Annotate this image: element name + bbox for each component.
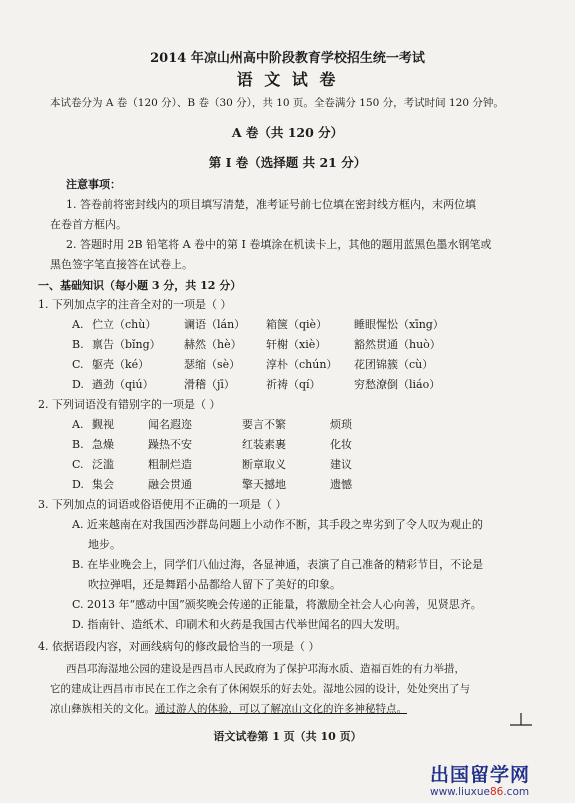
- part1-title: 第 I 卷（选择题 共 21 分）: [208, 155, 367, 170]
- option-label: B.: [72, 338, 84, 351]
- question-4-stem: 4. 依据语段内容，对画线病句的修改最恰当的一项是（ ）: [38, 640, 320, 653]
- subject-title: 语 文 试 卷: [236, 70, 339, 89]
- option-item: 豁然贯通（huò）: [354, 338, 441, 351]
- option-item: 箱箧（qiè）: [266, 318, 328, 331]
- option-item: 遒劲（qiú）: [92, 378, 154, 391]
- exam-title: 2014 年凉山州高中阶段教育学校招生统一考试: [150, 51, 425, 66]
- option-item: 躁热不安: [148, 438, 192, 451]
- option-item: 断章取义: [242, 458, 286, 471]
- section-a-title: A 卷（共 120 分）: [231, 125, 344, 140]
- option-item: 觐视: [92, 418, 114, 431]
- q3-option-a-line-2: 地步。: [88, 538, 121, 551]
- option-label: A.: [72, 318, 84, 331]
- option-item: 轩榭（xiè）: [266, 338, 327, 351]
- option-item: 瑟缩（sè）: [184, 358, 241, 371]
- question-2-stem: 2. 下列词语没有错别字的一项是（ ）: [38, 398, 221, 411]
- option-item: 烦琐: [330, 418, 352, 431]
- option-item: 集会: [92, 478, 114, 491]
- note-1-line-1: 1. 答卷前将密封线内的项目填写清楚，准考证号前七位填在密封线方框内，末两位填: [66, 198, 476, 211]
- q3-option-b-line-1: B. 在毕业晚会上，同学们八仙过海，各显神通，表演了自己准备的精彩节目，不论是: [72, 558, 484, 571]
- note-2-line-2: 黑色签字笔直接答在试卷上。: [50, 258, 193, 271]
- notes-title: 注意事项：: [66, 178, 121, 191]
- option-item: 伫立（chù）: [92, 318, 157, 331]
- watermark-url: [430, 786, 570, 798]
- watermark-url-highlight: 86: [489, 786, 504, 798]
- option-item: 睡眼惺忪（xīng）: [354, 318, 444, 331]
- option-item: 建议: [330, 458, 352, 471]
- site-watermark: [430, 764, 570, 798]
- option-label: D.: [72, 378, 84, 391]
- option-item: 要言不繁: [242, 418, 286, 431]
- q4-passage-line-2: 它的建成让西昌市市民在工作之余有了休闲娱乐的好去处。湿地公园的设计，处处突出了与: [50, 683, 470, 695]
- section-1-title: 一、基础知识（每小题 3 分，共 12 分）: [38, 279, 242, 292]
- q3-option-b-line-2: 吹拉弹唱，还是舞蹈小品都给人留下了美好的印象。: [88, 578, 341, 591]
- q4-passage-plain: 凉山彝族相关的文化。: [50, 703, 155, 715]
- option-item: 禀告（bǐng）: [92, 338, 161, 351]
- note-1-line-2: 在卷首方框内。: [50, 218, 127, 231]
- watermark-brand: 出国留学网: [430, 764, 531, 786]
- option-item: 闻名遐迩: [148, 418, 192, 431]
- option-item: 化妆: [330, 438, 352, 451]
- note-2-line-1: 2. 答题时用 2B 铅笔将 A 卷中的第 I 卷填涂在机读卡上，其他的题用蓝黑色墨水钢笔或: [66, 238, 492, 251]
- option-label: C.: [72, 458, 84, 471]
- q4-underlined-sentence: 通过游人的体验，可以了解凉山文化的许多神秘特点。: [155, 703, 407, 715]
- exam-intro: 本试卷分为 A 卷（120 分）、B 卷（30 分），共 10 页。全卷满分 150 分，考试时间 120 分钟。: [50, 97, 504, 109]
- option-item: 滑稽（jī）: [184, 378, 235, 391]
- option-item: 急燥: [92, 438, 114, 451]
- option-item: 擎天撼地: [242, 478, 286, 491]
- q3-option-d: D. 指南针、造纸术、印刷术和火药是我国古代举世闻名的四大发明。: [72, 618, 407, 631]
- option-label: B.: [72, 438, 84, 451]
- option-item: 穷愁潦倒（liáo）: [354, 378, 441, 391]
- option-item: 躯壳（ké）: [92, 358, 150, 371]
- q3-option-c: C. 2013 年“感动中国”颁奖晚会传递的正能量，将激励全社会人心向善，见贤思齐。: [72, 598, 482, 611]
- option-item: 红装素裹: [242, 438, 286, 451]
- margin-mark-icon: [510, 713, 532, 727]
- option-item: 融会贯通: [148, 478, 192, 491]
- option-item: 祈祷（qí）: [266, 378, 321, 391]
- option-item: 泛滥: [92, 458, 114, 471]
- question-1-stem: 1. 下列加点字的注音全对的一项是（ ）: [38, 298, 232, 311]
- option-label: D.: [72, 478, 84, 491]
- option-item: 粗制烂造: [148, 458, 192, 471]
- option-item: 淳朴（chún）: [266, 358, 338, 371]
- question-3-stem: 3. 下列加点的词语或俗语使用不正确的一项是（ ）: [38, 498, 287, 511]
- watermark-url-suffix: .com: [503, 786, 530, 798]
- option-item: 花团锦簇（cù）: [354, 358, 434, 371]
- option-label: C.: [72, 358, 84, 371]
- option-label: A.: [72, 418, 84, 431]
- q4-passage-line-3: [50, 702, 407, 716]
- option-item: 遗憾: [330, 478, 352, 491]
- option-item: 谰语（lán）: [184, 318, 246, 331]
- option-item: 赫然（hè）: [184, 338, 242, 351]
- q3-option-a-line-1: A. 近来越南在对我国西沙群岛问题上小动作不断，其手段之卑劣到了令人叹为观止的: [72, 518, 483, 531]
- page-footer: 语文试卷第 1 页（共 10 页）: [213, 730, 362, 743]
- watermark-url-prefix: www.liuxue: [430, 786, 490, 798]
- q4-passage-line-1: 西昌邛海湿地公园的建设是西昌市人民政府为了保护邛海水质、造福百姓的有力举措，: [66, 663, 465, 675]
